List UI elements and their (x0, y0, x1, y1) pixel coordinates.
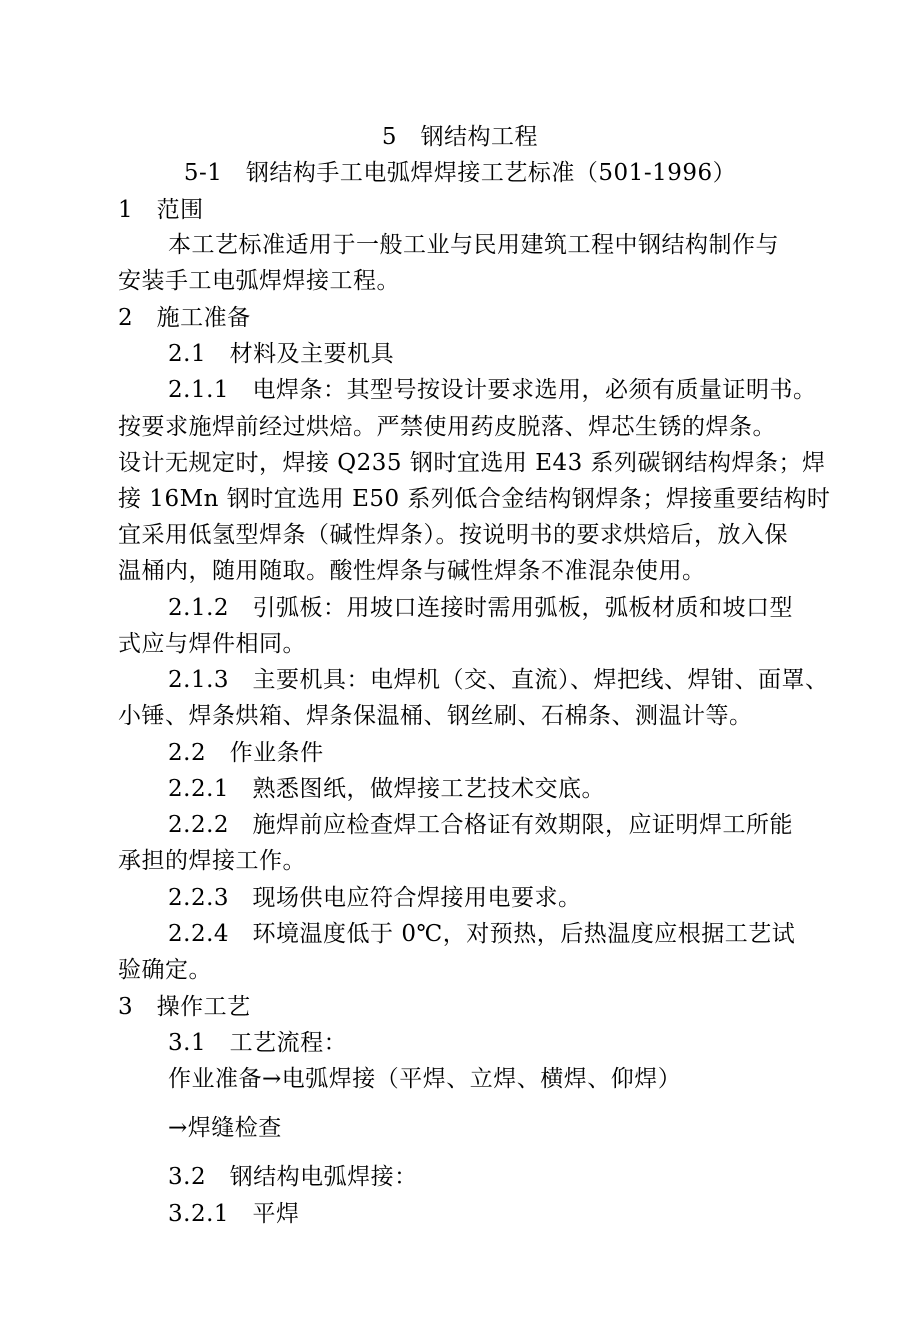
paragraph-line: 2.2.1 熟悉图纸，做焊接工艺技术交底。 (168, 776, 606, 802)
paragraph-line: 设计无规定时，焊接 Q235 钢时宜选用 E43 系列碳钢结构焊条；焊 (118, 450, 826, 476)
subheading: 3.2.1 平焊 (168, 1201, 300, 1227)
subheading: 2.2 作业条件 (168, 740, 324, 766)
paragraph-line: 2.1.2 引弧板：用坡口连接时需用弧板，弧板材质和坡口型 (168, 595, 794, 621)
paragraph-line: 安装手工电弧焊焊接工程。 (118, 268, 400, 294)
paragraph-line: 按要求施焊前经过烘焙。严禁使用药皮脱落、焊芯生锈的焊条。 (118, 414, 776, 440)
paragraph-line: 2.1.3 主要机具：电焊机（交、直流）、焊把线、焊钳、面罩、 (168, 667, 829, 693)
heading-preparation: 2 施工准备 (118, 305, 251, 331)
paragraph-line: 2.2.2 施焊前应检查焊工合格证有效期限，应证明焊工所能 (168, 812, 794, 838)
paragraph-line: 式应与焊件相同。 (118, 631, 306, 657)
subheading: 3.1 工艺流程： (168, 1030, 348, 1056)
subheading: 2.1 材料及主要机具 (168, 341, 395, 367)
heading-operation: 3 操作工艺 (118, 994, 251, 1020)
paragraph-line: 本工艺标准适用于一般工业与民用建筑工程中钢结构制作与 (168, 232, 779, 258)
paragraph-line: 2.2.4 环境温度低于 0℃，对预热，后热温度应根据工艺试 (168, 921, 796, 947)
paragraph-line: 宜采用低氢型焊条（碱性焊条）。按说明书的要求烘焙后，放入保 (118, 522, 788, 548)
subheading: 3.2 钢结构电弧焊接： (168, 1164, 418, 1190)
section-title: 5-1 钢结构手工电弧焊焊接工艺标准（501-1996） (183, 160, 737, 186)
paragraph-line: 2.1.1 电焊条：其型号按设计要求选用，必须有质量证明书。 (168, 377, 817, 403)
process-flow-line: 作业准备→电弧焊接（平焊、立焊、横焊、仰焊） (168, 1066, 682, 1092)
paragraph-line: 2.2.3 现场供电应符合焊接用电要求。 (168, 885, 582, 911)
chapter-title: 5 钢结构工程 (381, 124, 539, 150)
process-flow-line: →焊缝检查 (168, 1115, 282, 1141)
paragraph-line: 小锤、焊条烘箱、焊条保温桶、钢丝刷、石棉条、测温计等。 (118, 703, 753, 729)
heading-scope: 1 范围 (118, 197, 204, 223)
paragraph-line: 温桶内，随用随取。酸性焊条与碱性焊条不准混杂使用。 (118, 558, 706, 584)
paragraph-line: 承担的焊接工作。 (118, 848, 306, 874)
paragraph-line: 验确定。 (118, 957, 212, 983)
paragraph-line: 接 16Mn 钢时宜选用 E50 系列低合金结构钢焊条；焊接重要结构时 (118, 486, 831, 512)
